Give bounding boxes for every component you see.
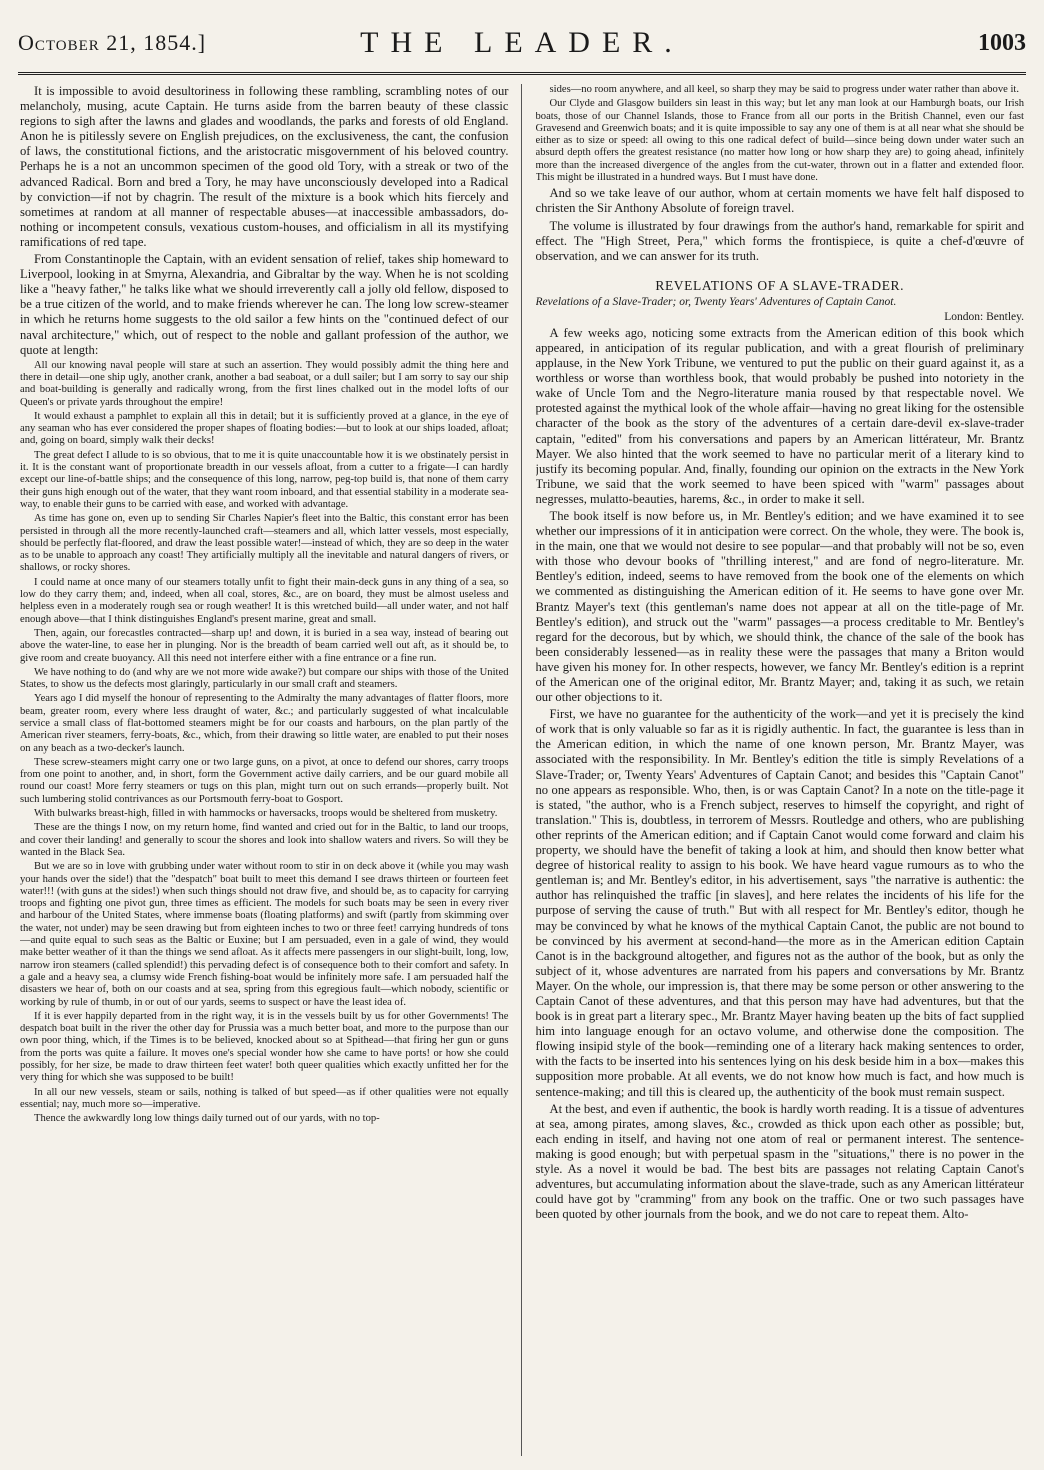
quoted-paragraph: Years ago I did myself the honour of representing to the Admiralty the many advantages of flatter floors, more beam, greater room, every where less draught of water, &c.; and particularly suggested of what incalculable service a small class of flat-bottomed steamers might be for our coasts and harbours, on the plan partly of the American river steamers, ferry-boats, &c., which, from their drawing so little water, are enabled to put their noses on any beach as a two-decker's launch. xyxy=(20,693,509,754)
quoted-paragraph: I could name at once many of our steamers totally unfit to fight their main-deck guns in any thing of a sea, so low do they carry them; and, indeed, when all coal, stores, &c., are on board, they must be almost useless and helpless even in a moderately rough sea or rough weather! It is this wretched build—all under water, and not half enough above—that I think distinguishes England's present marine, great and small. xyxy=(20,576,509,625)
quoted-paragraph: If it is ever happily departed from in the right way, it is in the vessels built by us for other Governments! The despatch boat built in the river the other day for Prussia was a much better boat, and more to the purpose than our own poor thing, which, if the Times is to be believed, knocked about so at Spithead—that firing her gun or guns from the ports was quite a failure. It moves one's special wonder how she came to have ports! or how she could possibly, for her size, be made to draw thirteen feet water! both queer qualities which exactly unfitted her for the very thing for which she was supposed to be built! xyxy=(20,1010,509,1084)
left-column xyxy=(20,84,522,1456)
review-paragraph: First, we have no guarantee for the authenticity of the work—and yet it is precisely the kind of work that is only valuable so far as it is rigidly authentic. In fact, the guarantee is less than in the American edition, in which the name of one known person, Mr. Brantz Mayer, was associated with the responsibility. In Mr. Bentley's edition the title is simply Revelations of a Slave-Trader; or, Twenty Years' Adventures of Captain Canot; and besides this "Captain Canot" no one appears as responsible. Who, then, is or was Captain Canot? In a note on the title-page it is stated, "the author, who is a French subject, reserves to himself the copyright, and right of translation." This is, doubtless, in terrorem of Messrs. Routledge and others, who are publishing other reprints of the American edition; and if Captain Canot would come forward and claim his property, we should have the benefit of taking a look at him, and should then know better what degree of historical reality to assign to his book. We have heard vague rumours as to who the gentleman is; and Mr. Bentley's editor, in his advertisement, says "the narrative is authentic: the author has relinquished the traffic [in slaves], and here relates the incidents of his life for the purpose of serving the cause of truth." But with all respect for Mr. Bentley's editor, though he may be convinced by what he knows of the mythical Captain Canot, the public are not bound to be convinced by his averment at second-hand—the more as in the American edition Captain Canot is in the background altogether, and figures not as the author of the book, but as only the subject of it, whose adventures are narrated from his papers and conversations by Mr. Brantz Mayer. On the whole, our impression is, that there may be some person or other answering to the Captain Canot of these adventures, and that this person may have had adventures, but that the book is in great part a literary spec., Mr. Brantz Mayer having beaten up the bits of fact supplied him into language enough for an octavo volume, and otherwise done the composition. The flowing insipid style of the book—reminding one of a literary hack making sentences to order, with the facts to be inserted into his sentences lying on his desk beside him in a box—makes this supposition more probable. At all events, we do not know how much is fact, and how much is sentence-making; and till this is cleared up, the authenticity of the book must remain suspect. xyxy=(535,707,1024,1099)
review-paragraph: The book itself is now before us, in Mr. Bentley's edition; and we have examined it to see whether our impressions of it in anticipation were correct. On the whole, they were. The book is, in the main, one that we would not desire to see popular—and that probably will not be so, even with those who devour books of "thrilling interest," and are fond of negro-literature. Mr. Bentley's edition, indeed, seems to have removed from the book one of the elements on which we commented as distinguishing the American edition of it. He seems to have gone over Mr. Brantz Mayer's text (this gentleman's name does not appear at all on the title-page of Mr. Bentley's edition), and struck out the "warm" passages—a process creditable to Mr. Bentley's regard for the decorous, but by which, we should think, the chance of the sale of the book has been considerably lessened—as in reality these were the passages that many a Briton would have given his money for. In other respects, however, we fancy Mr. Bentley's edition is a reprint of the American one of the original editor, Mr. Brantz Mayer; and, taking it as such, we retain our other objections to it. xyxy=(535,508,1024,705)
quoted-paragraph: Thence the awkwardly long low things daily turned out of our yards, with no top- xyxy=(34,1113,380,1125)
body-paragraph: From Constantinople the Captain, with an evident sensation of relief, takes ship homeward to Liverpool, looking in at Smyrna, Alexandria, and Gibraltar by the way. When he is not scolding like a "heavy father," he talks like what we should irreverently call a jolly old fellow, disposed to be a true citizen of the world, and to make friends wherever he can. The long low screw-steamer in which he returns home suggests to the old sailor a few hints on the "continued defect of our naval architecture," which, out of respect to the noble and gallant profession of the author, we quote at length: xyxy=(20,252,509,357)
review-title: REVELATIONS OF A SLAVE-TRADER. xyxy=(655,277,905,293)
review-subtitle: Revelations of a Slave-Trader; or, Twenty Years' Adventures of Captain Canot. xyxy=(535,295,897,308)
quoted-paragraph: Then, again, our forecastles contracted—sharp up! and down, it is buried in a sea way, instead of bearing out above the water-line, to ease her in plunging. Nor is the breadth of beam carried well out aft, as it should be, to give room and create buoyancy. All this need not interfere either with a fine entrance or a fine run. xyxy=(20,627,509,664)
page-number: 1003 xyxy=(978,30,1026,56)
right-column xyxy=(536,84,1025,1456)
quoted-paragraph: With bulwarks breast-high, filled in with hammocks or haversacks, troops would be sheltered from musketry. xyxy=(34,808,498,820)
body-paragraph: It is impossible to avoid desultoriness in following these rambling, scrambling notes of our melancholy, musing, acute Captain. He turns aside from the barren beauty of these classic regions to sigh after the lawns and glades and woodlands, the parks and forests of old England. Anon he is pitilessly severe on English prejudices, on the exclusiveness, the cant, the confusion of laws, the constitutional fictions, and the aristocratic misgovernment of his beloved country. Perhaps he is a not an uncommon specimen of the good old Tory, with a streak or two of the advanced Radical. Born and bred a Tory, he may have unconsciously developed into a Radical by conviction—if not by chagrin. The result of the mixture is a book which hits fiercely and sometimes at random at all manner of respectable abuses—at inaccessible ambassadors, do-nothing or incompetent consuls, vexatious custom-houses, and officialism in all its mystifying ramifications of red tape. xyxy=(20,84,509,249)
quoted-paragraph: It would exhaust a pamphlet to explain all this in detail; but it is sufficiently proved at a glance, in the eye of any seaman who has ever considered the proper shapes of floating bodies:—but to look at our ships loaded, afloat; and, going on board, simply walk their decks! xyxy=(20,410,509,447)
quoted-paragraph: sides—no room anywhere, and all keel, so sharp they may be said to progress under water rather than above it. xyxy=(549,84,1020,95)
review-paragraph: At the best, and even if authentic, the book is hardly worth reading. It is a tissue of adventures at sea, among pirates, among slaves, &c., crowded as thick upon each other as possible; but, each ending in itself, and having not one atom of real or permanent interest. The sentence-making is good enough; but with perpetual spasm in the "situations," there is no power in the style. As a novel it would be bad. The best bits are passages not relating Captain Canot's adventures, but accumulating information about the slave-trade, such as any American littérateur could have got by "cramming" from any book on the traffic. One or two such passages have been quoted by other journals from the book, and we do not care to repeat them. Alto- xyxy=(535,1101,1024,1222)
newspaper-title: THE LEADER. xyxy=(360,26,684,59)
quoted-paragraph: We have nothing to do (and why are we not more wide awake?) but compare our ships with those of the United States, to show us the defects most glaringly, particularly in our small craft and steamers. xyxy=(20,666,509,691)
issue-date: October 21, 1854.] xyxy=(18,30,207,55)
body-paragraph: The volume is illustrated by four drawings from the author's hand, remarkable for spirit and effect. The "High Street, Pera," which forms the frontispiece, is quite a chef-d'œuvre of observation, and we can answer for its truth. xyxy=(535,218,1024,263)
quoted-paragraph: All our knowing naval people will stare at such an assertion. They would possibly admit the thing here and there in detail—one ship ugly, another crank, another a bad seaboat, or a dull sailer; but I am sorry to say our ship and boat-building is generally and radically wrong, from the first lines chalked out in the model lofts of our Queen's or private yards throughout the empire! xyxy=(20,359,509,408)
article-columns xyxy=(20,84,1024,1456)
quoted-paragraph: These are the things I now, on my return home, find wanted and cried out for in the Baltic, to land our troops, and cover their landing! and generally to scour the shores and look into shallow waters and rivers. So will they be wanted in the Black Sea. xyxy=(20,822,509,858)
quoted-paragraph: In all our new vessels, steam or sails, nothing is talked of but speed—as if other qualities were not equally essential; nay, much more so—imperative. xyxy=(20,1086,509,1110)
review-publisher: London: Bentley. xyxy=(944,310,1024,323)
quoted-paragraph: These screw-steamers might carry one or two large guns, on a pivot, at once to defend our shores, carry troops from one point to another, and, in short, form the Government active daily carriers, and be our guard mobile all round our coast! More ferry steamers or tugs on this plan, might turn out on such errands—properly built. Not such lumbering stolid contrivances as our Portsmouth ferry-boat to Gosport. xyxy=(20,756,509,805)
quoted-paragraph: As time has gone on, even up to sending Sir Charles Napier's fleet into the Baltic, this constant error has been persisted in through all the more recently-launched craft—steamers and all, which latter vessels, most especially, should be perfectly flat-floored, and draw the least possible water!—instead of which, they are so deep in the water as to be unable to approach any coast! They artificially multiply all the inevitable and natural dangers of rivers, or shallows, or rocky shores. xyxy=(20,513,509,574)
quoted-paragraph: Our Clyde and Glasgow builders sin least in this way; but let any man look at our Hamburgh boats, our Irish boats, those of our Channel Islands, those to France from all our ports in the British Channel, even our fast Gravesend and Greenwich boats; and it is quite impossible to say any one of them is at all near what she should be either as to size or speed: all owing to this one radical defect of build—since being down under water such an absurd depth offers the greatest resistance (no matter how long or how sharp they are) to going ahead, infinitely more than the increased divergence of the angles from the cut-water, thrown out in a flatter and extended floor. This might be illustrated in a hundred ways. But I must have done. xyxy=(535,98,1024,184)
quoted-paragraph: But we are so in love with grubbing under water without room to stir in on deck above it (while you may wash your hands over the side!) that the "despatch" boat built to meet this demand I see draws thirteen or fourteen feet water!!! (with guns at the sides!) when such things should not draw five, and should be, as to capacity for carrying troops and fighting one pivot gun, three times as efficient. The models for such boats may be seen in every river and harbour of the United States, where immense boats (floating platforms) and swift (partly from skimming over the water, not under) may be seen drawing but from eighteen inches to two or three feet! carrying hundreds of tons—and quite equal to such seas as the Baltic or Euxine; but I am persuaded, even in a gale of wind, they would make better weather of it than the things we send afloat. As it affects mere passengers in our slight-built, long, low, narrow iron steamers (called splendid!) this pervading defect is of consequence both to their comfort and safety. In a gale and a heavy sea, a clumsy wide French fishing-boat would be infinitely more safe. I am persuaded half the disasters we hear of, both on our coasts and at sea, spring from this egregious fault—which nobody, scientific or working by rule of thumb, in or out of our yards, seems to suspect or have the least idea of. xyxy=(20,861,509,1008)
masthead xyxy=(18,16,1026,75)
review-paragraph: A few weeks ago, noticing some extracts from the American edition of this book which appeared, in anticipation of its regular publication, and with a great flourish of preliminary applause, in the New York Tribune, we ventured to put the public on their guard against it, as a worthless or worse than worthless book, that would probably be pushed into notoriety in the wake of Uncle Tom and the Negro-literature mania roused by that respectable novel. We protested against the mythical look of the whole affair—having no great liking for the ostensible character of the book as the story of the adventures of a certain dare-devil ex-slave-trader captain, "edited" from his conversations and papers by an American littérateur, Mr. Brantz Mayer. We also hinted that the work seemed to have no particular merit of a literary kind to justify its becoming popular. And, finally, founding our opinion on the extracts in the New York Tribune, we said that the work seemed to have been spiced with "warm" passages about negresses, mulatto-beauties, harems, &c., in order to make it sell. xyxy=(535,325,1024,506)
body-paragraph: And so we take leave of our author, whom at certain moments we have felt half disposed to christen the Sir Anthony Absolute of foreign travel. xyxy=(535,186,1024,216)
quoted-paragraph: The great defect I allude to is so obvious, that to me it is quite unaccountable how it is we obstinately persist in it. It is the constant want of proportionate breadth in our vessels afloat, from a cutter to a frigate—I can hardly except our line-of-battle ships; and the consequence of this long, narrow, peg-top build is, that none of them carry their guns high enough out of the water, that they want room inboard, and that essential stability in a moderate sea-way, to enable their guns to be carried with ease, and worked with advantage. xyxy=(20,449,509,510)
